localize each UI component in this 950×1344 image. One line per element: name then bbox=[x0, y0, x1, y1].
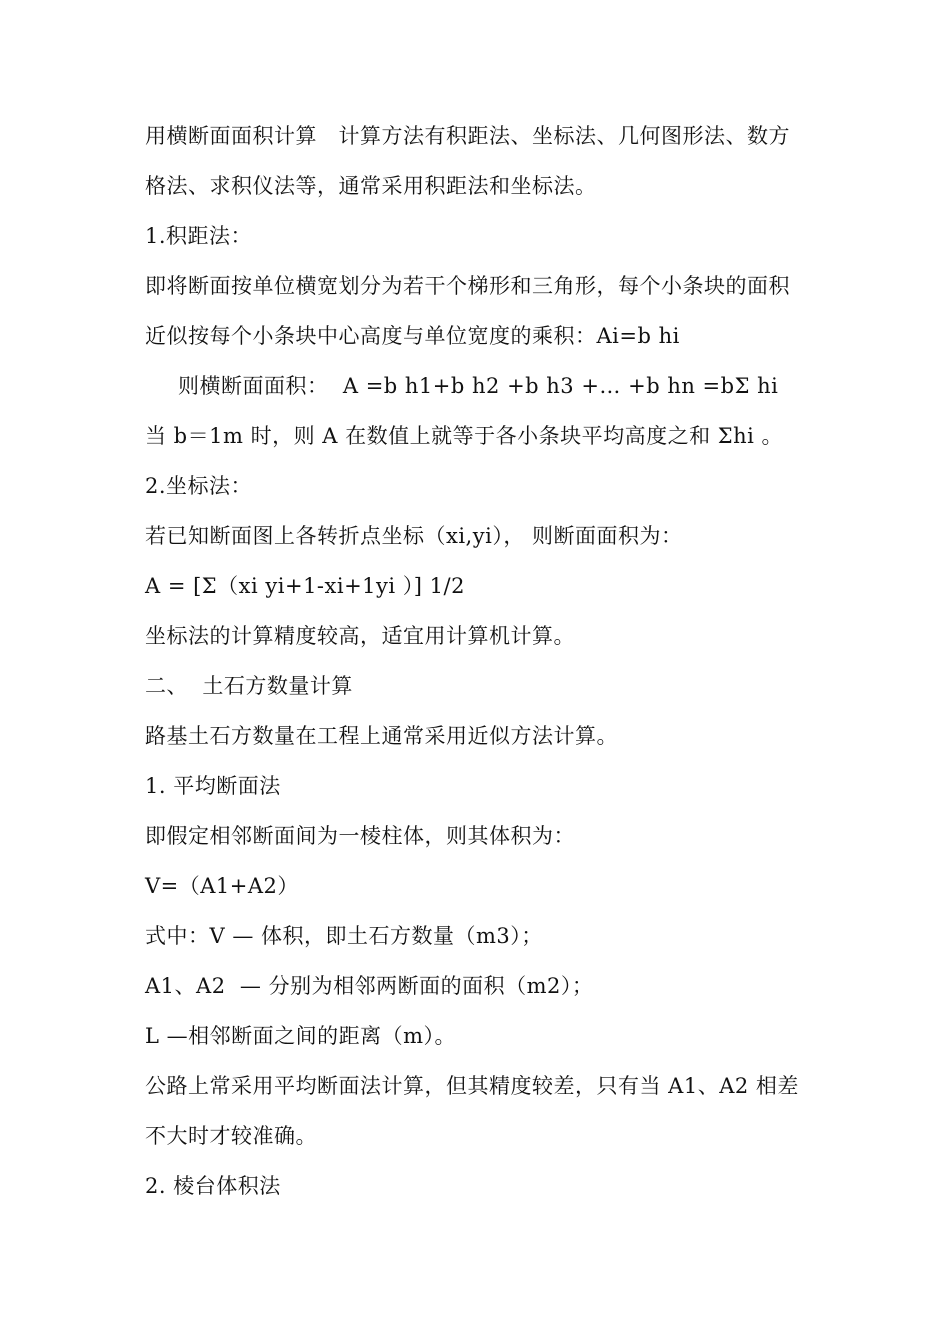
text-line-4: 即将断面按单位横宽划分为若干个梯形和三角形，每个小条块的面积 bbox=[145, 274, 790, 298]
text-line-13: 路基土石方数量在工程上通常采用近似方法计算。 bbox=[145, 724, 618, 748]
text-line-17: 式中：V — 体积，即土石方数量（m3）； bbox=[145, 924, 543, 948]
heading-average-section-method: 1. 平均断面法 bbox=[145, 774, 281, 798]
text-line-19: L —相邻断面之间的距离（m）。 bbox=[145, 1024, 457, 1048]
heading-coordinate-method: 2.坐标法： bbox=[145, 474, 253, 498]
text-line-20: 公路上常采用平均断面法计算，但其精度较差，只有当 A1、A2 相差 bbox=[145, 1074, 799, 1098]
text-line-5: 近似按每个小条块中心高度与单位宽度的乘积：Ai=b hi bbox=[145, 324, 680, 348]
text-line-2: 格法、求积仪法等，通常采用积距法和坐标法。 bbox=[145, 174, 597, 198]
text-line-21: 不大时才较准确。 bbox=[145, 1124, 317, 1148]
text-line-9: 若已知断面图上各转折点坐标（xi,yi）， 则断面面积为： bbox=[145, 524, 683, 548]
formula-cross-section-area: 则横断面面积： A =b h1+b h2 +b h3 +… +b hn =bΣ hi bbox=[178, 374, 779, 398]
heading-earthwork-quantity: 二、 土石方数量计算 bbox=[145, 674, 353, 698]
text-line-7: 当 b＝1m 时，则 A 在数值上就等于各小条块平均高度之和 Σhi 。 bbox=[145, 424, 784, 448]
text-line-11: 坐标法的计算精度较高，适宜用计算机计算。 bbox=[145, 624, 575, 648]
heading-product-distance-method: 1.积距法： bbox=[145, 224, 253, 248]
formula-volume: V=（A1+A2） bbox=[145, 874, 299, 898]
text-line-15: 即假定相邻断面间为一棱柱体，则其体积为： bbox=[145, 824, 575, 848]
formula-coordinate-area: A = [Σ（xi yi+1-xi+1yi ）] 1/2 bbox=[145, 574, 465, 598]
text-line-18: A1、A2 — 分别为相邻两断面的面积（m2）； bbox=[145, 974, 594, 998]
text-line-1: 用横断面面积计算 计算方法有积距法、坐标法、几何图形法、数方 bbox=[145, 124, 791, 148]
heading-frustum-volume-method: 2. 棱台体积法 bbox=[145, 1174, 281, 1198]
